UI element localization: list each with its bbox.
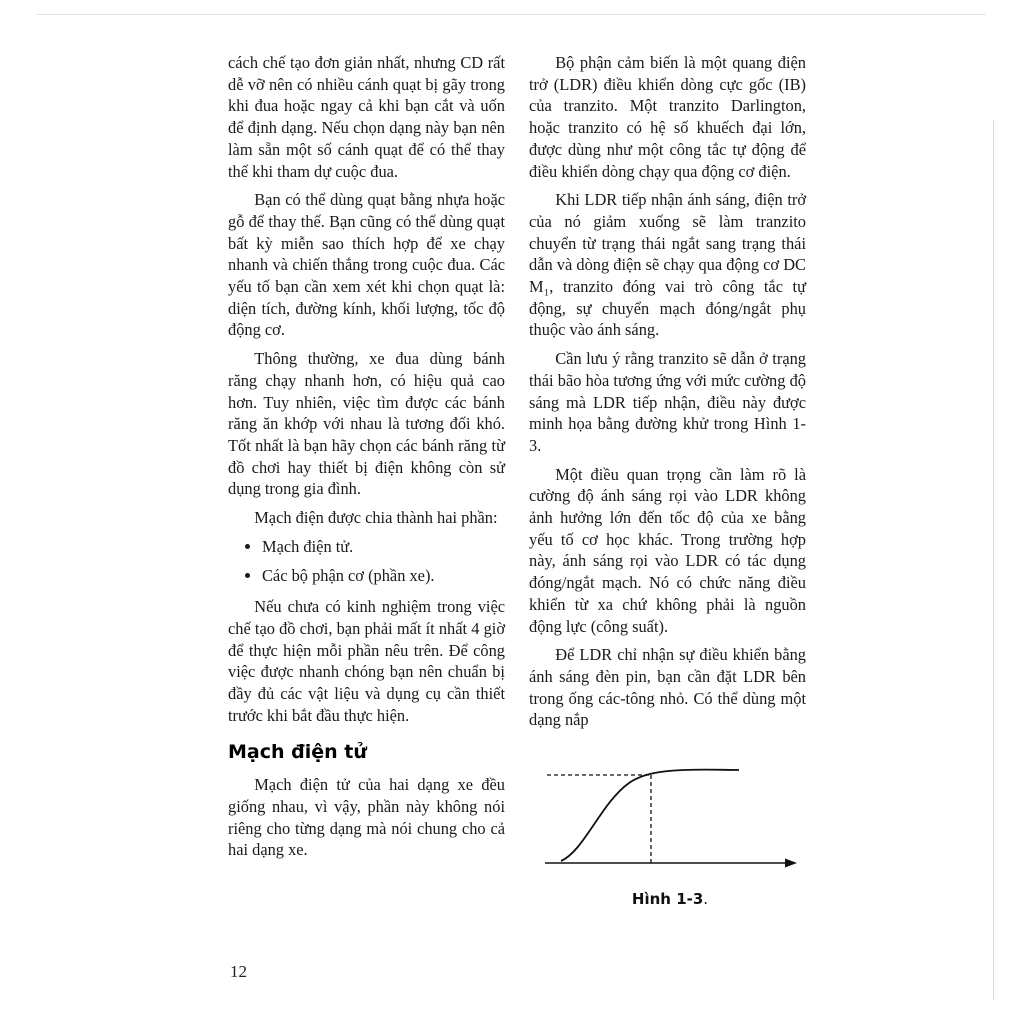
paragraph: Mạch điện tử của hai dạng xe đều giống nhau, vì vậy, phần này không nói riêng cho từng dạng mà nói chung cho cả hai dạng xe. <box>228 775 505 860</box>
figure-caption-period: . <box>703 890 709 909</box>
bullet-item: • Mạch điện tử. <box>262 536 505 558</box>
response-curve <box>561 770 739 861</box>
saturation-curve-figure <box>539 753 801 911</box>
bullet-item: • Các bộ phận cơ (phần xe). <box>262 565 505 587</box>
figure-caption <box>539 889 801 911</box>
paragraph: Thông thường, xe đua dùng bánh răng chạy nhanh hơn, có hiệu quả cao hơn. Tuy nhiên, việc tìm được các bánh răng ăn khớp với nhau là tương đối khó. Tốt nhất là bạn hãy chọn các bánh răng từ đồ chơi hay thiết bị điện không còn sử dụng trong gia đình. <box>228 349 505 499</box>
section-heading: Mạch điện tử <box>228 741 367 764</box>
right-column <box>529 52 806 911</box>
scan-page-edge <box>993 120 994 1000</box>
book-page <box>228 52 806 911</box>
paragraph: Cần lưu ý rằng tranzito sẽ dẫn ở trạng thái bão hòa tương ứng với mức cường độ sáng mà LDR tiếp nhận, điều này được minh họa bằng đường khử trong Hình 1-3. <box>529 349 806 455</box>
paragraph: Bạn có thể dùng quạt bằng nhựa hoặc gỗ để thay thế. Bạn cũng có thể dùng quạt bất kỳ miễn sao thích hợp để xe chạy nhanh và chiến thắng trong cuộc đua. Các yếu tố bạn cần xem xét khi chọn quạt là: diện tích, đường kính, khối lượng, tốc độ động cơ. <box>228 190 505 340</box>
paragraph: Khi LDR tiếp nhận ánh sáng, điện trở của nó giảm xuống sẽ làm tranzito chuyển từ trạng thái ngắt sang trạng thái dẫn và dòng điện sẽ chạy qua động cơ DC M₁, tranzito đóng vai trò công tắc tự động, sự chuyển mạch đóng/ngắt phụ thuộc vào ánh sáng. <box>529 190 806 340</box>
left-column <box>228 52 505 911</box>
paragraph: Nếu chưa có kinh nghiệm trong việc chế tạo đồ chơi, bạn phải mất ít nhất 4 giờ để thực hiện mỗi phần nêu trên. Để công việc được nhanh chóng bạn nên chuẩn bị đầy đủ các vật liệu và dụng cụ cần thiết trước khi bắt đầu thực hiện. <box>228 597 505 725</box>
paragraph: Để LDR chỉ nhận sự điều khiển bằng ánh sáng đèn pin, bạn cần đặt LDR bên trong ống các-tông nhỏ. Có thể dùng một dạng nắp <box>529 645 806 730</box>
paragraph: Mạch điện được chia thành hai phần: <box>254 508 498 528</box>
paragraph: Bộ phận cảm biến là một quang điện trở (LDR) điều khiển dòng cực gốc (IB) của tranzito. Một tranzito Darlington, hoặc tranzito có hệ số khuếch đại lớn, được dùng như một công tắc tự động để điều khiển dòng chạy qua động cơ điện. <box>529 53 806 181</box>
x-axis-arrowhead <box>785 859 797 868</box>
bullet-list <box>228 536 505 587</box>
page-number: 12 <box>230 962 247 981</box>
paragraph: cách chế tạo đơn giản nhất, nhưng CD rất dễ vỡ nên có nhiều cánh quạt bị gãy trong khi đua hoặc ngay cả khi bạn cắt và uốn để định dạng. Nếu chọn dạng này bạn nên làm sẵn một số cánh quạt để có thể thay thế khi tham dự cuộc đua. <box>228 53 505 181</box>
figure-caption-label: Hình 1-3 <box>631 890 704 909</box>
two-column-layout <box>228 52 806 911</box>
scan-page-edge-top <box>36 14 986 15</box>
paragraph: Một điều quan trọng cần làm rõ là cường độ ánh sáng rọi vào LDR không ảnh hưởng lớn đến tốc độ của xe bằng yếu tố cơ học khác. Trong trường hợp này, ánh sáng rọi vào LDR có tác dụng đóng/ngắt mạch. Nó có chức năng điều khiển từ xa chứ không phải là nguồn động lực (công suất). <box>529 464 806 636</box>
saturation-curve-chart <box>539 753 801 881</box>
